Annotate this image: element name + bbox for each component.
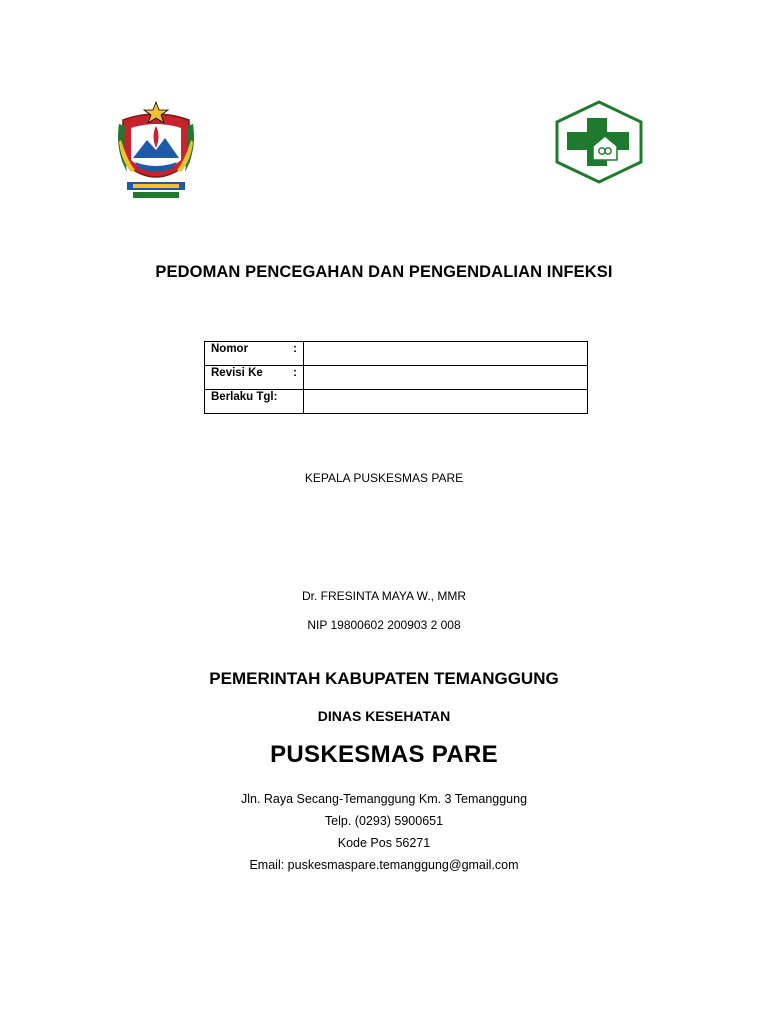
signatory-role: KEPALA PUSKESMAS PARE [304, 471, 464, 485]
regency-emblem-icon [113, 100, 199, 200]
table-row [205, 342, 588, 366]
address-line: Jln. Raya Secang-Temanggung Km. 3 Temanggung [240, 792, 528, 806]
berlaku-label: Berlaku Tgl: [211, 391, 278, 403]
phone-line: Telp. (0293) 5900651 [324, 814, 444, 828]
nomor-label: Nomor [211, 343, 249, 355]
institution-heading: PUSKESMAS PARE [270, 741, 498, 768]
nomor-value [304, 342, 588, 366]
revisi-value [304, 366, 588, 390]
document-title: PEDOMAN PENCEGAHAN DAN PENGENDALIAN INFEKSI [155, 263, 613, 281]
berlaku-value [304, 390, 588, 414]
postal-line: Kode Pos 56271 [337, 836, 431, 850]
government-heading: PEMERINTAH KABUPATEN TEMANGGUNG [209, 669, 559, 688]
signatory-nip: NIP 19800602 200903 2 008 [307, 618, 461, 632]
revisi-separator: : [293, 367, 297, 379]
table-row [205, 390, 588, 414]
revisi-label: Revisi Ke [211, 367, 263, 379]
email-line: Email: puskesmaspare.temanggung@gmail.com [249, 858, 519, 872]
puskesmas-cross-icon [553, 100, 645, 184]
meta-table [204, 341, 588, 414]
signatory-name: Dr. FRESINTA MAYA W., MMR [301, 589, 466, 603]
table-row [205, 366, 588, 390]
nomor-separator: : [293, 343, 297, 355]
department-heading: DINAS KESEHATAN [317, 708, 451, 724]
